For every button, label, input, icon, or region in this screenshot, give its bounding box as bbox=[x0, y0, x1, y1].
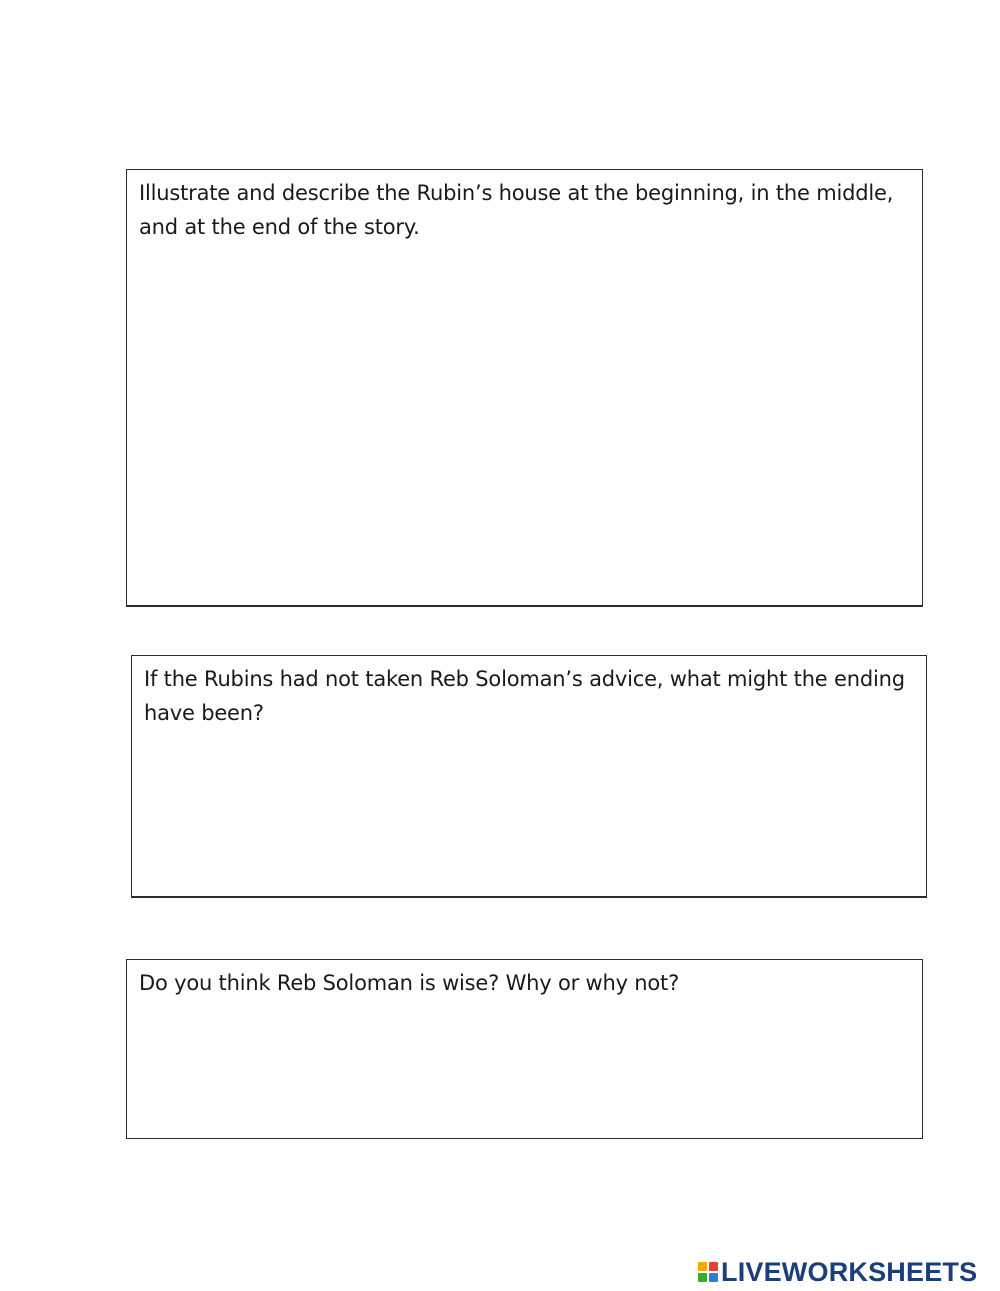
answer-box-3[interactable] bbox=[126, 959, 923, 1139]
logo-block bbox=[698, 1262, 707, 1271]
logo-block bbox=[709, 1273, 718, 1282]
logo-block bbox=[709, 1262, 718, 1271]
logo-blocks-icon bbox=[698, 1262, 718, 1282]
logo-block bbox=[698, 1273, 707, 1282]
logo-text: LIVEWORKSHEETS bbox=[721, 1257, 978, 1287]
liveworksheets-logo bbox=[698, 1257, 977, 1287]
question-3-text: Do you think Reb Soloman is wise? Why or why not? bbox=[139, 971, 680, 995]
answer-box-1[interactable] bbox=[126, 169, 923, 607]
question-2-text: If the Rubins had not taken Reb Soloman’s advice, what might the ending have been? bbox=[144, 667, 905, 725]
question-1-text: Illustrate and describe the Rubin’s house at the beginning, in the middle, and at the end of the story. bbox=[139, 181, 894, 239]
answer-box-2[interactable] bbox=[131, 655, 927, 898]
